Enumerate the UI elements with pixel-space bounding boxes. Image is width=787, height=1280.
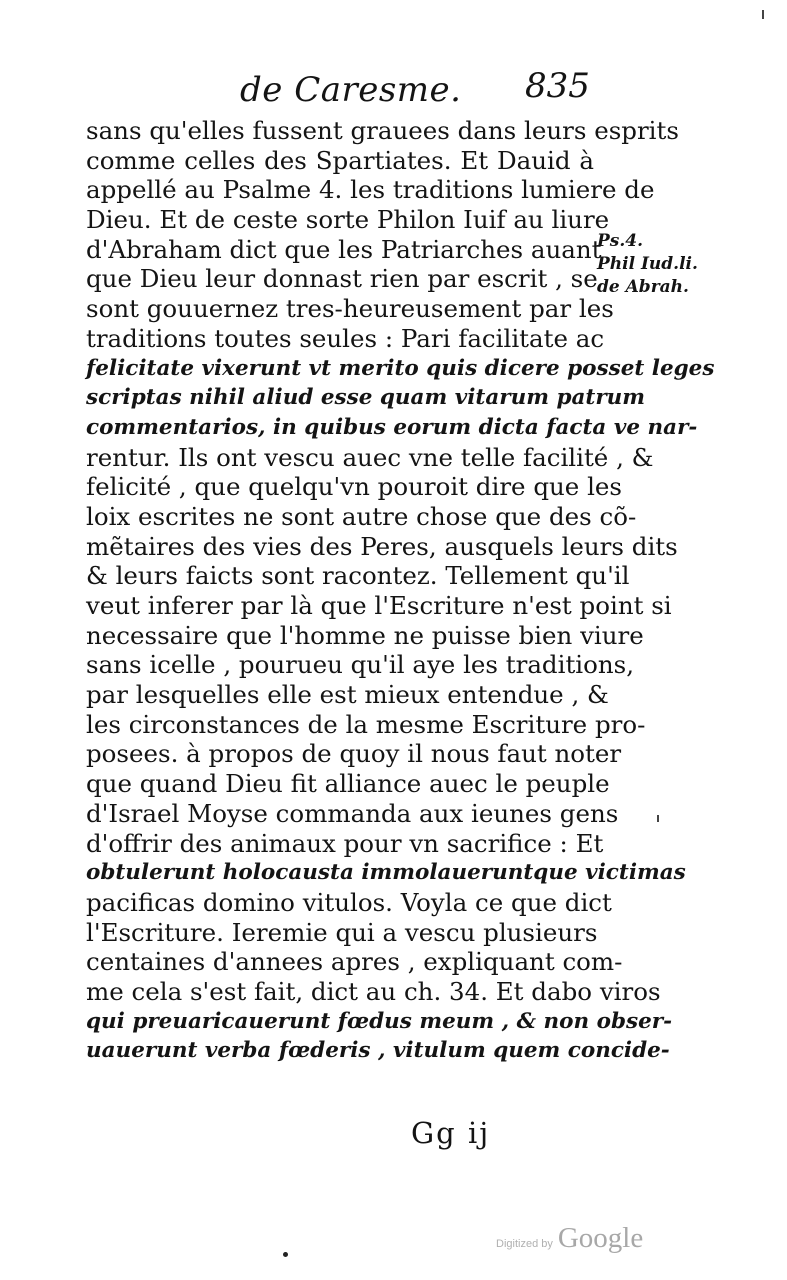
text-line: necessaire que l'homme ne puisse bien viure — [86, 620, 644, 650]
text-line: obtulerunt holocausta immolaueruntque victimas — [86, 860, 686, 886]
text-line: sans icelle , pourueu qu'il aye les traditions, — [86, 650, 635, 680]
scan-speck — [762, 10, 764, 19]
text-line: l'Escriture. Ieremie qui a vescu plusieurs — [86, 917, 598, 947]
text-line: appellé au Psalme 4. les traditions lumiere de — [86, 175, 655, 205]
text-line: scriptas nihil aliud esse quam vitarum patrum — [86, 385, 646, 411]
text-line: uauerunt verba fœderis , vitulum quem concide- — [86, 1038, 670, 1064]
text-line: d'Israel Moyse commanda aux ieunes gens — [86, 798, 619, 828]
text-line: felicité , que quelqu'vn pouroit dire que les — [86, 472, 622, 502]
text-line: & leurs faicts sont racontez. Tellement qu'il — [86, 561, 630, 591]
google-logo: Google — [557, 1222, 644, 1254]
margin-note-line: Phil Iud.li. — [597, 254, 698, 274]
text-line: loix escrites ne sont autre chose que des cõ- — [86, 501, 637, 531]
text-line: comme celles des Spartiates. Et Dauid à — [86, 145, 594, 175]
text-line: felicitate vixerunt vt merito quis dicere posset leges — [86, 355, 715, 381]
text-line: mẽtaires des vies des Peres, ausquels leurs dits — [86, 531, 678, 561]
page-number: 835 — [525, 66, 590, 106]
text-line: sont gouuernez tres-heureusement par les — [86, 294, 614, 324]
margin-note-line: Ps.4. — [597, 231, 644, 251]
ink-spot — [283, 1252, 288, 1257]
text-line: les circonstances de la mesme Escriture pro- — [86, 709, 646, 739]
digitized-by-label: Digitized by — [496, 1238, 553, 1250]
text-line: me cela s'est fait, dict au ch. 34. Et dabo viros — [86, 976, 661, 1006]
text-line: rentur. Ils ont vescu auec vne telle facilité , & — [86, 442, 654, 472]
margin-note — [597, 230, 727, 299]
text-line: traditions toutes seules : Pari facilitate ac — [86, 323, 605, 353]
text-line: d'Abraham dict que les Patriarches auant — [86, 234, 602, 264]
text-line: Dieu. Et de ceste sorte Philon Iuif au liure — [86, 205, 610, 235]
running-title: de Caresme. — [240, 70, 462, 110]
scan-speck — [657, 815, 659, 822]
text-line: sans qu'elles fussent grauees dans leurs esprits — [86, 116, 679, 145]
text-line: qui preuaricauerunt fœdus meum , & non obser- — [86, 1008, 673, 1034]
text-line: que Dieu leur donnast rien par escrit , se — [86, 264, 598, 294]
text-line: que quand Dieu fit alliance auec le peuple — [86, 769, 610, 799]
margin-note-line: de Abrah. — [597, 277, 689, 297]
text-line: pacificas domino vitulos. Voyla ce que dict — [86, 887, 612, 917]
text-line: centaines d'annees apres , expliquant com- — [86, 947, 623, 977]
signature-mark: Gg ij — [411, 1116, 491, 1150]
digitized-watermark — [496, 1222, 643, 1255]
text-line: par lesquelles elle est mieux entendue , & — [86, 680, 609, 710]
text-line: d'offrir des animaux pour vn sacrifice : Et — [86, 828, 604, 858]
text-line: posees. à propos de quoy il nous faut noter — [86, 739, 622, 769]
text-line: commentarios, in quibus eorum dicta facta ve nar- — [86, 414, 698, 440]
text-line: veut inferer par là que l'Escriture n'est point si — [86, 591, 672, 620]
